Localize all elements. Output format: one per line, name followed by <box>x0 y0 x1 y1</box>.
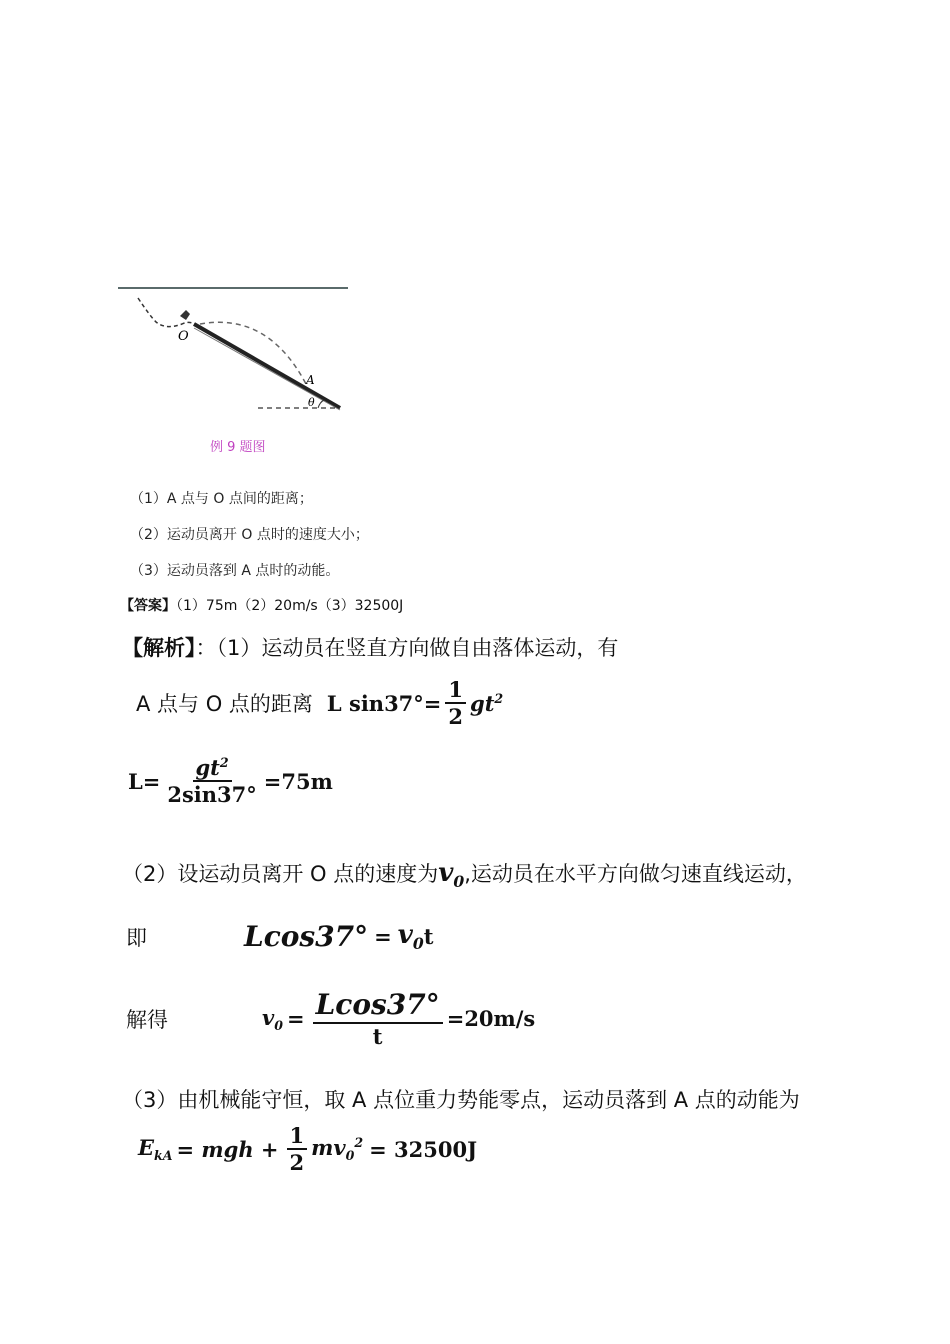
analysis-label: 【解析】 <box>122 636 196 660</box>
analysis-p1 <box>122 632 618 662</box>
label-a: A <box>306 373 315 387</box>
eq3-row <box>126 920 433 953</box>
label-theta: θ <box>308 396 315 409</box>
label-o: O <box>178 329 189 344</box>
eq5-num: 1 <box>287 1124 308 1150</box>
answer-text: （1）75m（2）20m/s（3）32500J <box>176 598 404 614</box>
eq3-lhs: Lcos37° <box>244 920 369 954</box>
slope-line <box>194 324 340 408</box>
question-2: （2）运动员离开 O 点时的速度大小； <box>130 527 369 543</box>
p2-tail: ,运动员在水平方向做匀速直线运动， <box>464 862 807 886</box>
eq5-row <box>138 1124 477 1174</box>
p2-v: $v_0$ <box>438 858 465 892</box>
question-1: （1）A 点与 O 点间的距离； <box>130 491 313 507</box>
eq2-fraction <box>164 756 259 806</box>
eq5-right: = 32500J <box>369 1136 478 1162</box>
eq2-row <box>128 756 333 806</box>
eq1-fraction <box>445 678 466 728</box>
eq2-right: =75m <box>263 768 333 794</box>
slope-diagram <box>118 286 350 416</box>
eq4-left: $v_0$ <box>262 1004 283 1034</box>
eq1-right: $gt^2$ <box>470 690 504 716</box>
skier-figure <box>180 310 190 320</box>
analysis-p3: （3）由机械能守恒，取 A 点位重力势能零点，运动员落到 A 点的动能为 <box>122 1088 800 1112</box>
eq1-row <box>136 678 503 728</box>
eq4-den: t <box>372 1023 383 1049</box>
eq2-den: 2sin37° <box>167 782 257 808</box>
analysis-p1-text: ：（1）运动员在竖直方向做自由落体运动，有 <box>195 636 619 660</box>
eq1-num: 1 <box>445 678 466 704</box>
p2-text: （2）设运动员离开 O 点的速度为 <box>122 862 439 886</box>
analysis-p2 <box>122 858 807 891</box>
angle-arc <box>318 400 324 408</box>
eq4-lead: 解得 <box>126 1007 168 1032</box>
ramp-dashed-curve <box>138 298 198 327</box>
answer-label: 【答案】 <box>120 598 176 614</box>
eq2-left: L= <box>128 768 161 794</box>
eq3-v: $v_0$ <box>397 920 424 954</box>
eq5-mv: $mv_0^2$ <box>311 1135 364 1164</box>
eq4-row <box>126 990 535 1048</box>
figure-caption: 例 9 题图 <box>210 440 266 455</box>
eq5-den: 2 <box>289 1150 305 1176</box>
eq3-t: t <box>423 924 434 950</box>
eq5-left: $E_{kA}$ <box>138 1135 173 1164</box>
eq1-den: 2 <box>448 704 464 730</box>
eq3-eq: = <box>374 924 392 950</box>
eq4-eq: = <box>286 1006 305 1032</box>
eq2-num: $gt^2$ <box>193 756 232 782</box>
eq5-fraction <box>287 1124 308 1174</box>
eq4-num: Lcos37° <box>313 990 443 1024</box>
eq4-right: =20m/s <box>446 1006 536 1032</box>
question-3: （3）运动员落到 A 点时的动能。 <box>130 563 340 579</box>
slope-shadow <box>194 328 340 410</box>
eq1-lead: A 点与 O 点的距离 <box>136 692 313 717</box>
slope-figure <box>118 286 350 416</box>
eq3-lead: 即 <box>126 925 147 950</box>
eq4-fraction <box>313 990 443 1048</box>
eq5-mid: = mgh + <box>176 1136 279 1162</box>
answer-line <box>120 595 403 615</box>
trajectory-dashed <box>200 322 306 384</box>
eq1-left: L sin37°= <box>326 690 442 716</box>
